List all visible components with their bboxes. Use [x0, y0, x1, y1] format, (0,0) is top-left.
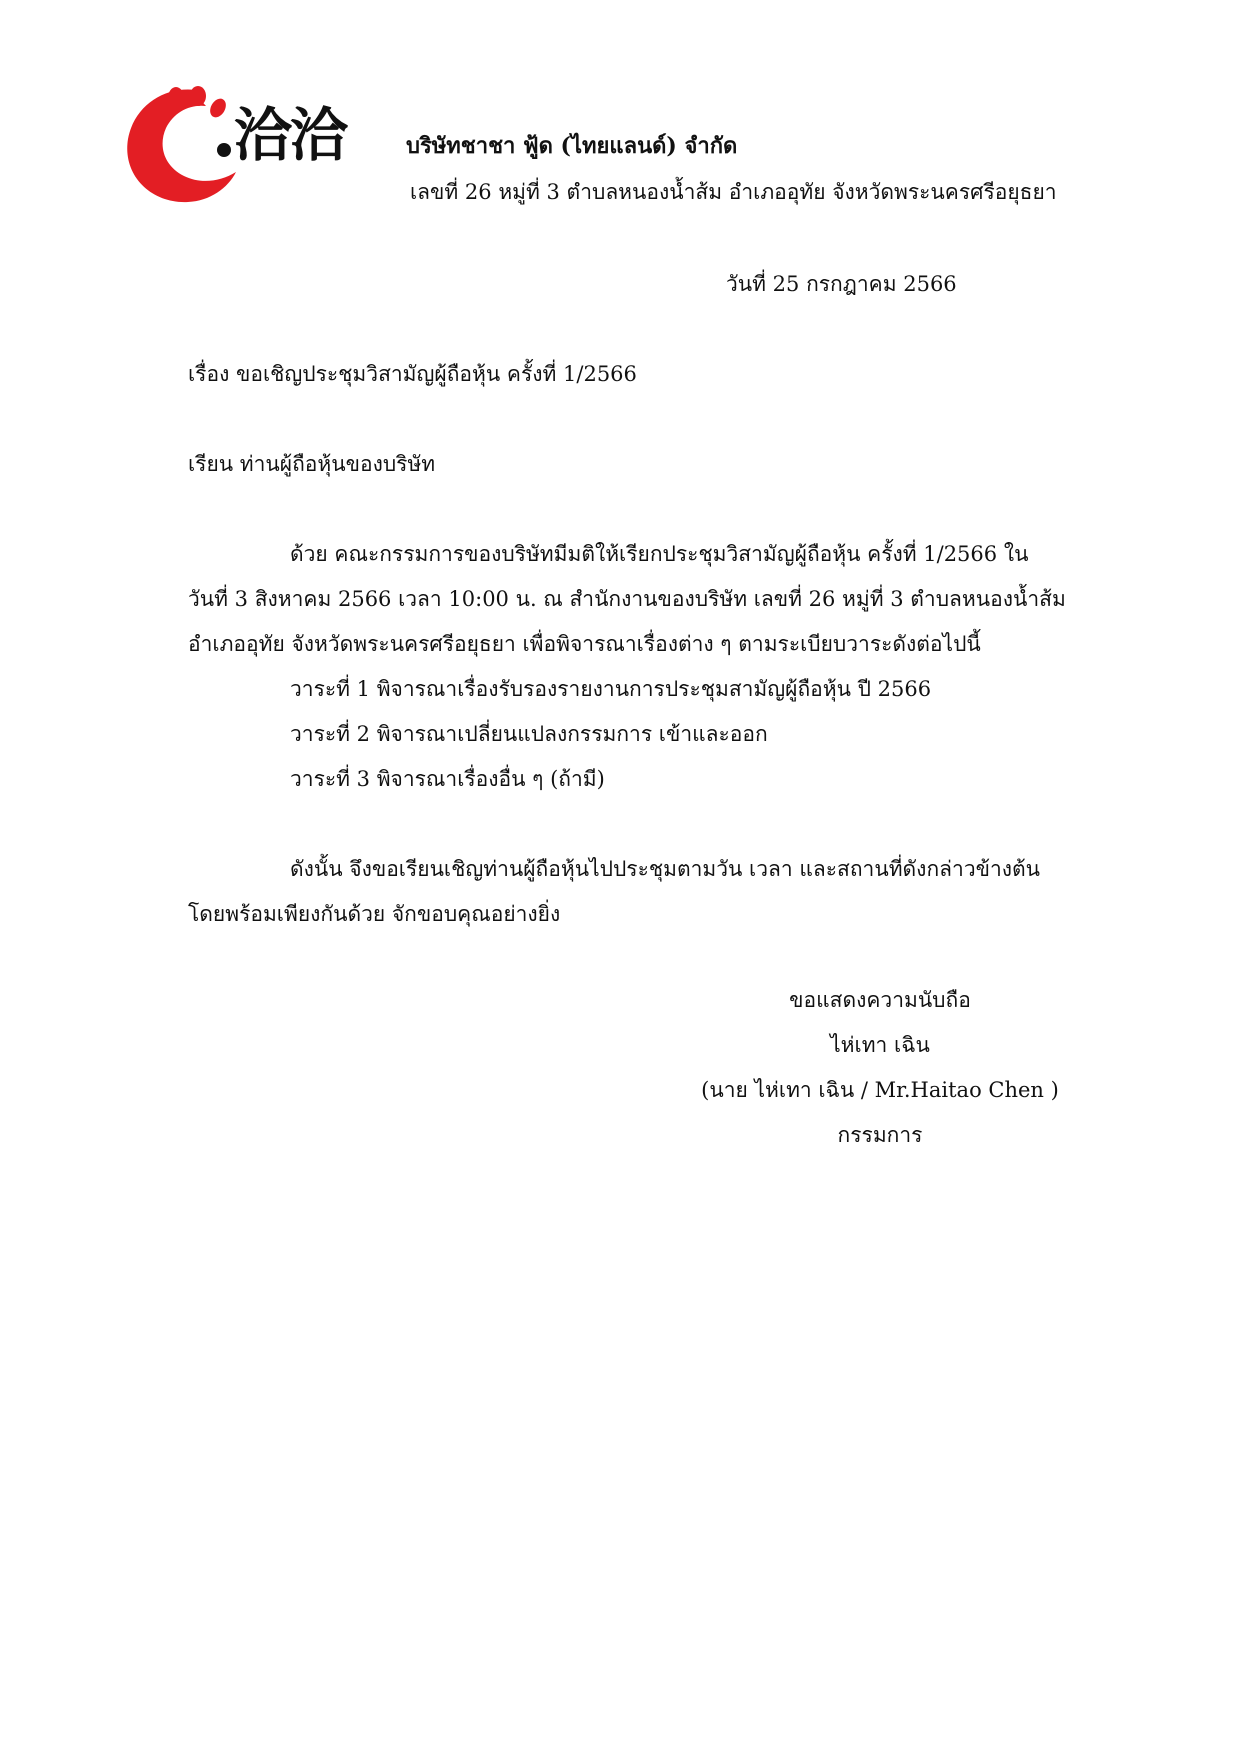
body-line: วันที่ 3 สิงหาคม 2566 เวลา 10:00 น. ณ สำนักงานของบริษัท เลขที่ 26 หมู่ที่ 3 ตำบลหนองน้ำส้ม: [188, 587, 1066, 611]
agenda-item: วาระที่ 2 พิจารณาเปลี่ยนแปลงกรรมการ เข้าและออก: [290, 722, 768, 746]
signature-full-name: (นาย ไห่เทา เฉิน / Mr.Haitao Chen ): [701, 1078, 1059, 1102]
agenda-item: วาระที่ 3 พิจารณาเรื่องอื่น ๆ (ถ้ามี): [290, 767, 605, 791]
signature-position: กรรมการ: [837, 1123, 923, 1147]
closing-line: โดยพร้อมเพียงกันด้วย จักขอบคุณอย่างยิ่ง: [188, 902, 561, 926]
signature-name: ไห่เทา เฉิน: [830, 1033, 930, 1057]
chacha-logo-icon: [124, 84, 244, 206]
letter-recipient: เรียน ท่านผู้ถือหุ้นของบริษัท: [188, 452, 436, 476]
logo-text: 洽洽: [234, 101, 347, 169]
signature-block: [700, 988, 1060, 1168]
body-line: ด้วย คณะกรรมการของบริษัทมีมติให้เรียกประชุมวิสามัญผู้ถือหุ้น ครั้งที่ 1/2566 ใน: [290, 542, 1029, 566]
closing-line: ดังนั้น จึงขอเรียนเชิญท่านผู้ถือหุ้นไปประชุมตามวัน เวลา และสถานที่ดังกล่าวข้างต้น: [290, 857, 1041, 881]
body-line: อำเภออุทัย จังหวัดพระนครศรีอยุธยา เพื่อพิจารณาเรื่องต่าง ๆ ตามระเบียบวาระดังต่อไปนี้: [188, 632, 981, 656]
company-name: บริษัทชาชา ฟู้ด (ไทยแลนด์) จำกัด: [406, 133, 738, 159]
letter-subject: เรื่อง ขอเชิญประชุมวิสามัญผู้ถือหุ้น ครั้งที่ 1/2566: [188, 362, 637, 386]
company-logo: [124, 84, 386, 206]
letter-date: วันที่ 25 กรกฎาคม 2566: [726, 272, 957, 296]
signature-regards: ขอแสดงความนับถือ: [789, 988, 971, 1012]
agenda-item: วาระที่ 1 พิจารณาเรื่องรับรองรายงานการประชุมสามัญผู้ถือหุ้น ปี 2566: [290, 677, 932, 701]
company-address: เลขที่ 26 หมู่ที่ 3 ตำบลหนองน้ำส้ม อำเภออุทัย จังหวัดพระนครศรีอยุธยา: [410, 180, 1057, 204]
